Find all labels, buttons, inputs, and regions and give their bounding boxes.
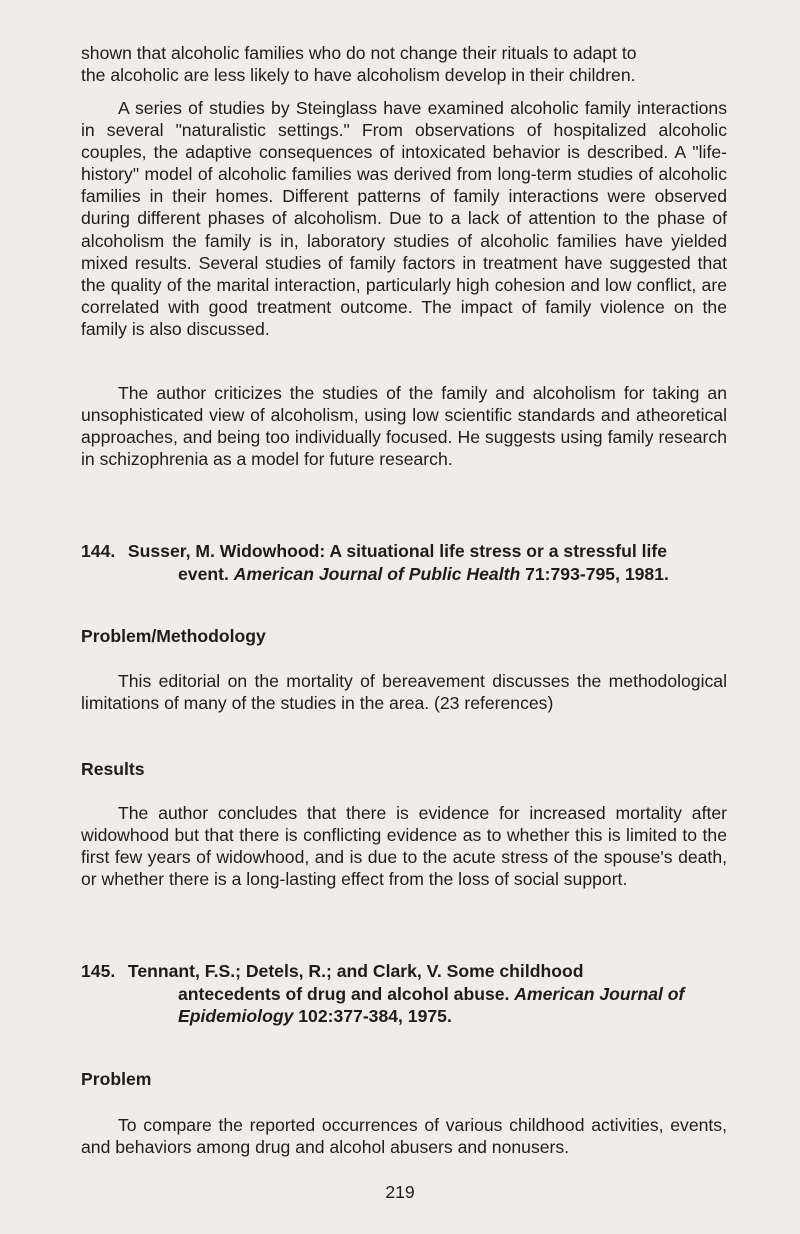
entry-authors-title: Tennant, F.S.; Detels, R.; and Clark, V. Some childhood [127,961,584,981]
entry-title-cont: event. [178,563,229,584]
entry-citation: 71:793-795, 1981. [525,563,669,584]
intro-line-2: the alcoholic are less likely to have alcoholism develop in their children. [81,65,636,86]
section-heading-problem: Problem [81,1069,152,1089]
section-heading-results: Results [81,759,145,779]
section-heading-problem-methodology: Problem/Methodology [81,626,266,646]
entry-authors-title: Susser, M. Widowhood: A situational life stress or a stressful life [127,541,668,561]
page-number: 219 [385,1182,415,1202]
entry-number: 144. [81,541,116,561]
entry-145-citation [81,960,727,1028]
entry-144-citation [81,540,727,585]
entry-journal-part2: Epidemiology [178,1006,294,1027]
entry-journal: American Journal of Public Health [233,563,521,584]
entry-number: 145. [81,961,116,981]
section-text-results: The author concludes that there is evidence for increased mortality after widowhood but that there is conflicting evidence as to whether this is limited to the first few years of widowhood, and is due to the acute stress of the spouse's death, or whether there is a long-lasting effect from the loss of social support. [81,803,727,890]
section-text-problem-methodology: This editorial on the mortality of bereavement discusses the methodological limitations of many of the studies in the area. (23 references) [81,671,727,714]
entry-title-cont: antecedents of drug and alcohol abuse. [178,983,510,1004]
entry-journal-part1: American Journal of [514,983,685,1004]
intro-line-1: shown that alcoholic families who do not change their rituals to adapt to [81,43,637,63]
section-text-problem: To compare the reported occurrences of various childhood activities, events, and behaviors among drug and alcohol abusers and nonusers. [81,1115,727,1158]
intro-paragraph-1 [81,42,727,86]
intro-paragraph-2: A series of studies by Steinglass have examined alcoholic family interactions in several "naturalistic settings." From observations of hospitalized alcoholic couples, the adaptive consequences of intoxicated behavior is described. A "life-history" model of alcoholic families was derived from long-term studies of alcoholic families in their homes. Different patterns of family interactions were observed during different phases of alcoholism. Due to a lack of attention to the phase of alcoholism the family is in, laboratory studies of alcoholic families have yielded mixed results. Several studies of family factors in treatment have suggested that the quality of the marital interaction, particularly high cohesion and low conflict, are correlated with good treatment outcome. The impact of family violence on the family is also discussed. [81,98,727,339]
entry-citation: 102:377-384, 1975. [298,1006,452,1027]
intro-paragraph-3: The author criticizes the studies of the family and alcoholism for taking an unsophisticated view of alcoholism, using low scientific standards and atheoretical approaches, and being too individually focused. He suggests using family research in schizophrenia as a model for future research. [81,383,727,470]
